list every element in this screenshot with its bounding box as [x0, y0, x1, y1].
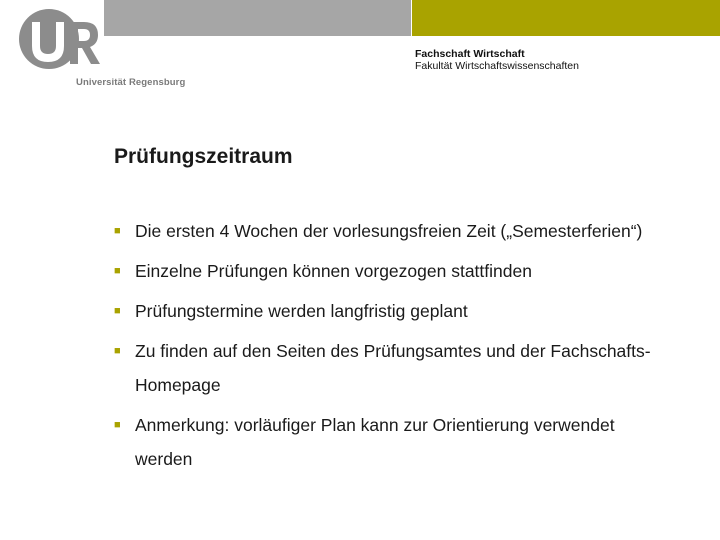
square-bullet-icon: ■ — [114, 419, 121, 431]
ur-logo-icon — [18, 8, 108, 74]
department-block — [415, 48, 579, 72]
bullet-text: Prüfungstermine werden langfristig geplant — [135, 301, 468, 321]
bullet-list — [114, 214, 674, 482]
bullet-item — [114, 214, 674, 248]
square-bullet-icon: ■ — [114, 345, 121, 357]
bullet-item — [114, 294, 674, 328]
square-bullet-icon: ■ — [114, 305, 121, 317]
square-bullet-icon: ■ — [114, 265, 121, 277]
square-bullet-icon: ■ — [114, 225, 121, 237]
header-olive-bar — [412, 0, 720, 36]
logo-caption: Universität Regensburg — [76, 77, 186, 88]
bullet-item — [114, 408, 674, 476]
bullet-text: Die ersten 4 Wochen der vorlesungsfreien Zeit („Semesterferien“) — [135, 221, 643, 241]
bullet-text: Anmerkung: vorläufiger Plan kann zur Orientierung verwendet werden — [135, 415, 615, 469]
bullet-item — [114, 254, 674, 288]
slide-title: Prüfungszeitraum — [114, 145, 293, 168]
faculty-name: Fakultät Wirtschaftswissenschaften — [415, 60, 579, 72]
bullet-text: Einzelne Prüfungen können vorgezogen stattfinden — [135, 261, 532, 281]
bullet-item — [114, 334, 674, 402]
department-name: Fachschaft Wirtschaft — [415, 48, 525, 60]
bullet-text: Zu finden auf den Seiten des Prüfungsamtes und der Fachschafts-Homepage — [135, 341, 651, 395]
